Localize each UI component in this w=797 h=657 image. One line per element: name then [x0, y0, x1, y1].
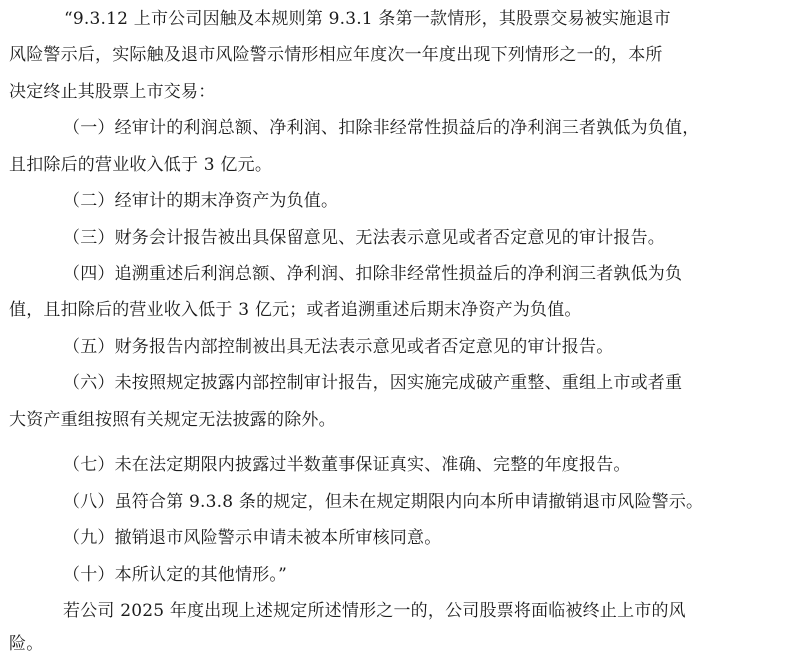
list-item: （二）经审计的期末净资产为负值。 — [63, 191, 339, 211]
list-item: （八）虽符合第 9.3.8 条的规定，但未在规定期限内向本所申请撤销退市风险警示。 — [63, 492, 704, 512]
list-item: （四）追溯重述后利润总额、净利润、扣除非经常性损益后的净利润三者孰低为负 — [63, 264, 683, 284]
list-item: （一）经审计的利润总额、净利润、扣除非经常性损益后的净利润三者孰低为负值， — [63, 118, 700, 138]
list-item: （五）财务报告内部控制被出具无法表示意见或者否定意见的审计报告。 — [63, 337, 614, 357]
text-line: 大资产重组按照有关规定无法披露的除外。 — [9, 410, 336, 430]
text-line: 值，且扣除后的营业收入低于 3 亿元；或者追溯重述后期末净资产为负值。 — [9, 300, 582, 320]
text-line: 风险警示后，实际触及退市风险警示情形相应年度次一年度出现下列情形之一的，本所 — [9, 45, 663, 65]
list-item: （三）财务会计报告被出具保留意见、无法表示意见或者否定意见的审计报告。 — [63, 228, 665, 248]
text-line: “9.3.12 上市公司因触及本规则第 9.3.1 条第一款情形，其股票交易被实施退市 — [64, 9, 671, 29]
text-line: 险。 — [9, 634, 44, 654]
text-line: 且扣除后的营业收入低于 3 亿元。 — [9, 155, 273, 175]
text-line: 决定终止其股票上市交易： — [9, 82, 216, 102]
list-item: （六）未按照规定披露内部控制审计报告，因实施完成破产重整、重组上市或者重 — [63, 373, 683, 393]
list-item: （九）撤销退市风险警示申请未被本所审核同意。 — [63, 528, 442, 548]
list-item: （十）本所认定的其他情形。” — [63, 565, 287, 585]
list-item: （七）未在法定期限内披露过半数董事保证真实、准确、完整的年度报告。 — [63, 455, 631, 475]
text-line: 若公司 2025 年度出现上述规定所述情形之一的，公司股票将面临被终止上市的风 — [63, 601, 686, 621]
